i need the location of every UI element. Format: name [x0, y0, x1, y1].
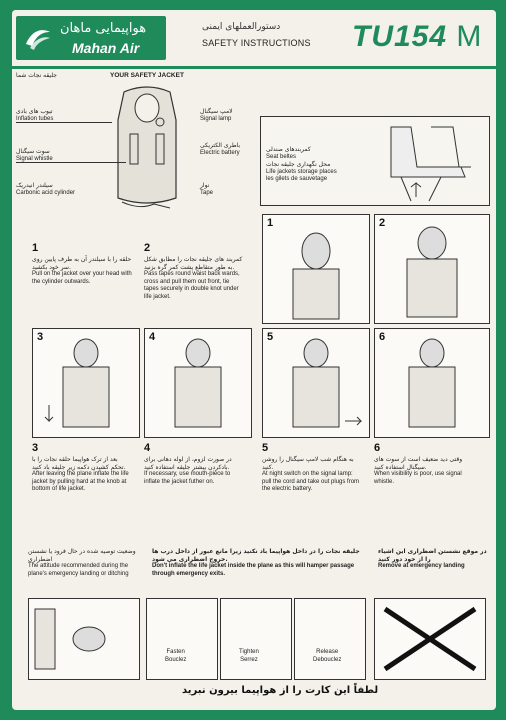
signal-whistle-label: سوت سیگنال Signal whistle: [16, 148, 53, 162]
no-inflate-warning: جلیقه نجات را در داخل هواپیما باد نکنید زیرا مانع عبور از داخل درب ها خروج اضطراری می شود. Don't inflate the life jacket inside the plane as this will hamper passage through emergency exits.: [152, 548, 360, 577]
remove-items-text: در موقع نشستن اضطراری این اشیاء را از خود دور کنید Remove at emergency landing: [378, 548, 487, 569]
brace-position-panel: [28, 598, 140, 680]
person-inflating-jacket-icon: [33, 329, 139, 437]
illustration-panel-1: 1: [262, 214, 370, 324]
step-number: 6: [374, 442, 381, 454]
person-using-mouthpiece-icon: [145, 329, 251, 437]
illustration-panel-4: 4: [144, 328, 252, 438]
airline-logo: [16, 16, 166, 60]
cylinder-label: سیلندر انیدریک Carbonic acid cylinder: [16, 182, 76, 196]
header: [12, 10, 496, 69]
safety-card: [12, 10, 496, 710]
step-number: 1: [32, 242, 39, 254]
life-jacket-illustration: [110, 86, 184, 214]
bird-logo-icon: [24, 24, 52, 52]
jacket-heading-fa: جلیقه نجات شما: [16, 72, 57, 79]
jacket-heading-en: YOUR SAFETY JACKET: [110, 72, 184, 79]
person-signal-whistle-icon: [375, 329, 489, 437]
brand-name-en: Mahan Air: [72, 40, 140, 56]
brand-name-fa: هواپیمایی ماهان: [60, 21, 147, 36]
title-en: SAFETY INSTRUCTIONS: [202, 38, 311, 48]
brace-position-icon: [29, 599, 139, 679]
illustration-panel-6: 6: [374, 328, 490, 438]
prohibited-items-icon: [375, 599, 485, 679]
belt-release-panel: Release Debouclez: [294, 598, 366, 680]
illustration-panel-3: 3: [32, 328, 140, 438]
brace-position-text: وضعیت توصیه شده در حال فرود یا نشستن اضطراری The attitude recommended during the plane's emergency landing or ditching: [28, 548, 136, 577]
step-5-text: به هنگام شب لامپ سیگنال را روشن کنید. At night switch on the signal lamp: pull the cord and take out plugs from the electric battery.: [262, 456, 360, 492]
person-donning-jacket-icon: [263, 215, 369, 323]
step-number: 3: [32, 442, 39, 454]
signal-lamp-label: لامپ سیگنال Signal lamp: [200, 108, 233, 122]
step-number: 2: [144, 242, 151, 254]
step-1-text: حلقه را با سیلندر آن به طرف پایین روی سر خود بکشید. Pull on the jacket over your head with the cylinder outwards.: [32, 256, 132, 285]
title-fa: دستورالعملهای ایمنی: [202, 22, 281, 32]
seat-labels: کمربندهای صندلی Seat beltes محل نگهداری جلیقه نجات Life jackets storage places les gilets de sauvetage: [266, 146, 337, 182]
belt-tighten-panel: Tighten Serrez: [220, 598, 292, 680]
step-2-text: کمربند های جلیقه نجات را مطابق شکل به طور متقاطع پشت کمر گره بزنید. Pass tapes round waist back wards, cross and pull them out front, tie tapes securely in double knot under life jacket.: [144, 256, 243, 300]
battery-label: باطری الکتریکی Electric battery: [200, 142, 241, 156]
step-number: 4: [144, 442, 151, 454]
step-4-text: در صورت لزوم، از لوله دهانی برای بادکردن بیشتر جلیقه استفاده کنید. If necessary, use mouth-piece to inflate the jacket futher on.: [144, 456, 232, 485]
aircraft-model: TU154 M: [352, 20, 483, 53]
tape-label: نوار Tape: [200, 182, 214, 196]
step-number: 5: [262, 442, 269, 454]
illustration-panel-2: 2: [374, 214, 490, 324]
remove-items-panel: [374, 598, 486, 680]
step-6-text: وقتی دید ضعیف است از سوت های سیگنال استفاده کنید. When visibility is poor, use signal whistle.: [374, 456, 463, 485]
inflation-tubes-label: تیوب های بادی Inflation tubes: [16, 108, 54, 122]
footer-notice: لطفاً این کارت را از هواپیما بیرون نبرید: [182, 685, 379, 696]
illustration-panel-5: 5: [262, 328, 370, 438]
person-tying-tapes-icon: [375, 215, 489, 323]
step-3-text: بعد از ترک هواپیما حلقه نجات را با تحکم کشیدن دکمه زیر جلیقه باد کنید. After leaving the plane inflate the life jacket by pulling hard at the knob at bottom of life jacket.: [32, 456, 129, 492]
person-signal-lamp-icon: [263, 329, 369, 437]
belt-fasten-panel: Fasten Bouclez: [146, 598, 218, 680]
